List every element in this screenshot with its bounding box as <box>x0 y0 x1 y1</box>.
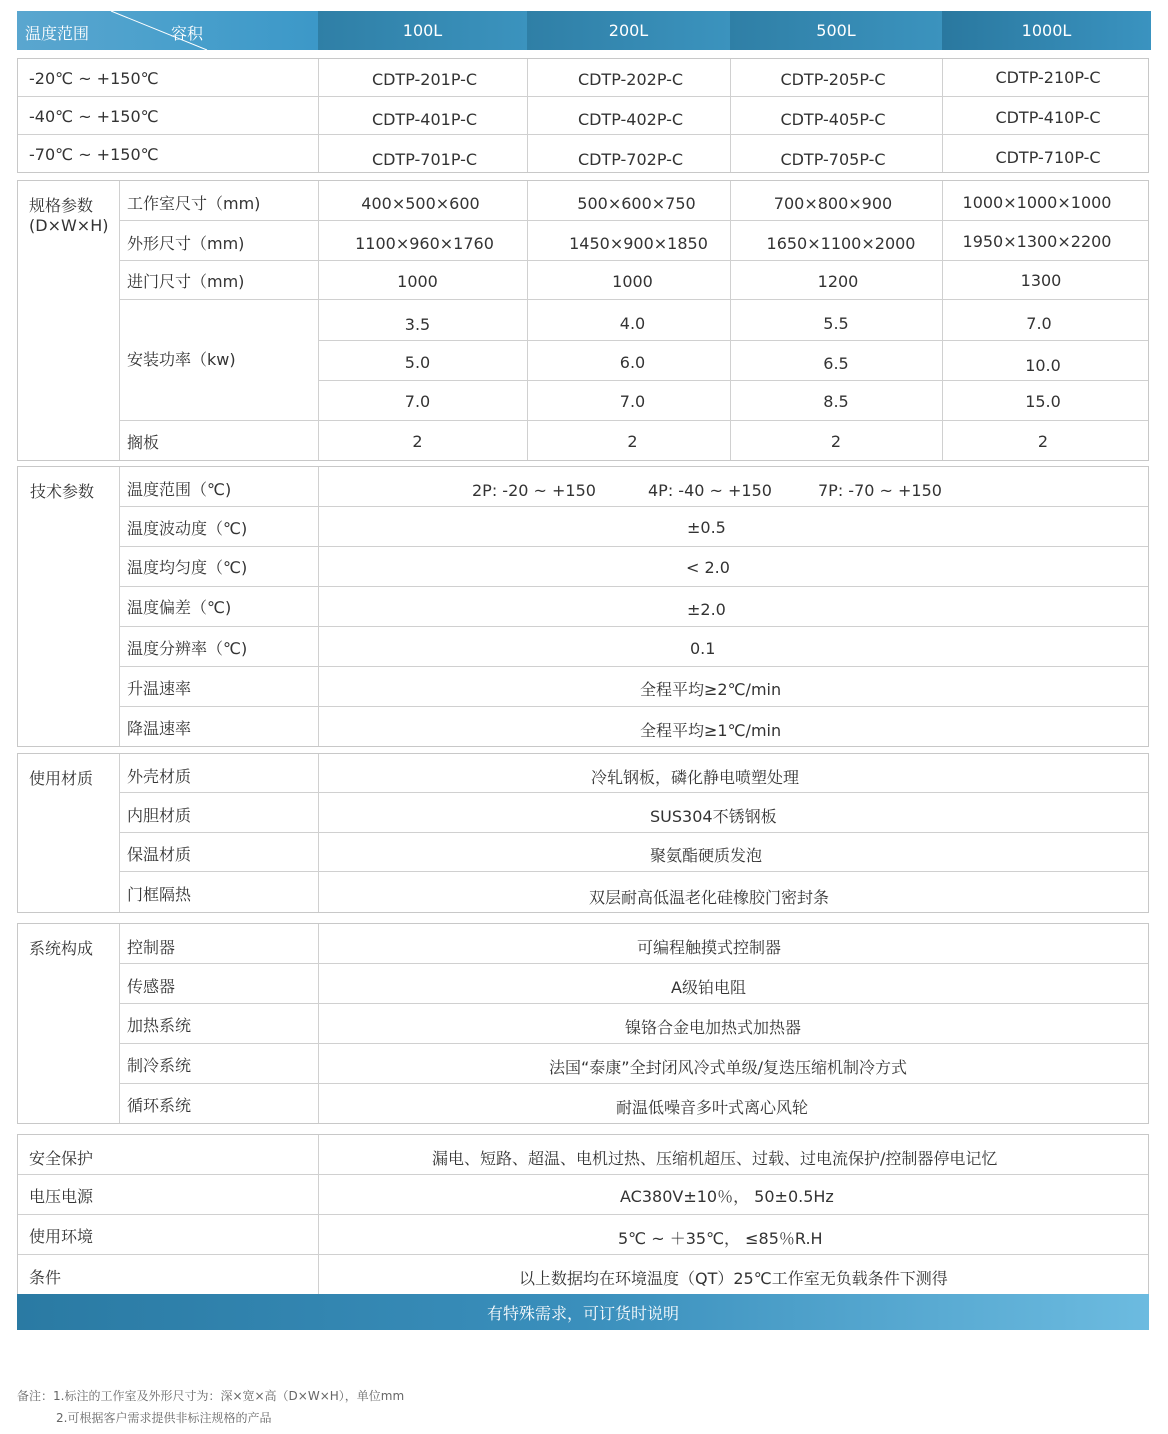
misc-value: AC380V±10％， 50±0.5Hz <box>620 1186 834 1206</box>
spec-power-label: 安装功率（kw) <box>127 349 236 369</box>
tech-range-4p: 4P: -40 ~ +150 <box>648 480 772 500</box>
misc-value: 5℃ ~ ＋35℃， ≤85％R.H <box>618 1228 823 1248</box>
misc-value: 漏电、短路、超温、电机过热、压缩机超压、过载、过电流保护/控制器停电记忆 <box>432 1148 998 1168</box>
tech-range-label: 温度范围（℃) <box>127 479 232 499</box>
tech-label: 温度偏差（℃) <box>127 597 232 617</box>
header-corner-cell <box>17 11 318 50</box>
model-code: CDTP-405P-C <box>780 110 886 129</box>
system-value: 耐温低噪音多叶式离心风轮 <box>616 1097 809 1117</box>
material-label: 外壳材质 <box>127 766 192 786</box>
header-volume-label: 容积 <box>171 24 204 43</box>
power-value: 7.0 <box>404 391 431 411</box>
power-value: 5.5 <box>823 313 849 333</box>
system-label: 制冷系统 <box>127 1055 192 1075</box>
col-divider <box>119 924 120 1123</box>
model-code: CDTP-210P-C <box>995 68 1101 87</box>
note-line-2: 2.可根据客户需求提供非标注规格的产品 <box>56 1411 272 1425</box>
material-value: 双层耐高低温老化硅橡胶门密封条 <box>589 887 830 907</box>
spec-group-subtitle: (D×W×H) <box>29 215 109 235</box>
system-value: 可编程触摸式控制器 <box>637 937 782 957</box>
note-line-1: 备注：1.标注的工作室及外形尺寸为：深×宽×高（D×W×H），单位mm <box>17 1389 405 1403</box>
spec-value: 500×600×750 <box>577 193 696 213</box>
spec-value: 1100×960×1760 <box>355 233 494 253</box>
system-label: 循环系统 <box>127 1095 192 1115</box>
model-range: -20℃ ~ +150℃ <box>29 69 159 88</box>
tech-value: 0.1 <box>690 638 716 658</box>
header-volume-100l: 100L <box>318 11 527 50</box>
spec-shelf-label: 搁板 <box>127 432 160 452</box>
tech-value: < 2.0 <box>686 557 730 577</box>
tech-range-7p: 7P: -70 ~ +150 <box>818 480 942 500</box>
tech-label: 温度波动度（℃) <box>127 518 248 538</box>
power-value: 10.0 <box>1025 355 1061 375</box>
shelf-value: 2 <box>412 431 423 451</box>
power-value: 5.0 <box>404 352 431 372</box>
tech-value: ±0.5 <box>687 517 726 537</box>
model-code: CDTP-205P-C <box>780 70 886 89</box>
system-value: 镍铬合金电加热式加热器 <box>625 1017 802 1037</box>
model-code: CDTP-202P-C <box>577 70 684 89</box>
misc-label: 使用环境 <box>29 1226 94 1246</box>
misc-label: 条件 <box>29 1267 62 1287</box>
power-value: 6.0 <box>619 352 646 372</box>
model-range: -40℃ ~ +150℃ <box>29 107 159 126</box>
system-label: 加热系统 <box>127 1015 192 1035</box>
tech-value: 全程平均≥2℃/min <box>640 679 782 699</box>
col-divider <box>119 467 120 746</box>
model-code: CDTP-401P-C <box>371 110 478 129</box>
misc-value: 以上数据均在环境温度（QT）25℃工作室无负载条件下测得 <box>519 1268 948 1288</box>
spec-group-title: 规格参数 <box>29 195 94 215</box>
system-value: 法国“泰康”全封闭风冷式单级/复迭压缩机制冷方式 <box>549 1057 907 1077</box>
material-label: 内胆材质 <box>127 805 192 825</box>
spec-value: 1000 <box>612 271 653 291</box>
header-temp-range-label: 温度范围 <box>25 24 90 43</box>
model-code: CDTP-701P-C <box>371 150 478 169</box>
spec-outer-label: 外形尺寸（mm) <box>127 233 245 253</box>
tech-label: 温度均匀度（℃) <box>127 557 248 577</box>
col-divider <box>119 181 120 460</box>
shelf-value: 2 <box>830 431 842 451</box>
spec-value: 1650×1100×2000 <box>766 233 916 253</box>
material-label: 门框隔热 <box>127 884 192 904</box>
model-code: CDTP-702P-C <box>577 150 684 169</box>
spec-value: 1950×1300×2200 <box>962 231 1112 251</box>
power-value: 7.0 <box>1026 313 1052 333</box>
model-code: CDTP-705P-C <box>780 150 886 169</box>
power-value: 3.5 <box>404 314 431 334</box>
header-volume-200l: 200L <box>527 11 730 50</box>
tech-group-title: 技术参数 <box>30 481 95 501</box>
system-value: A级铂电阻 <box>671 977 746 997</box>
misc-label: 电压电源 <box>29 1186 94 1206</box>
system-label: 传感器 <box>127 976 176 996</box>
spec-value: 1000×1000×1000 <box>962 192 1112 212</box>
material-value: SUS304不锈钢板 <box>650 806 777 826</box>
header-volume-500l: 500L <box>730 11 942 50</box>
tech-value: ±2.0 <box>687 599 726 619</box>
tech-label: 温度分辨率（℃) <box>127 638 248 658</box>
system-label: 控制器 <box>127 937 176 957</box>
power-value: 8.5 <box>823 391 849 411</box>
model-code: CDTP-410P-C <box>995 108 1101 127</box>
spec-value: 1000 <box>397 271 438 291</box>
model-code: CDTP-710P-C <box>995 148 1101 167</box>
col-divider <box>119 754 120 912</box>
material-value: 冷轧钢板，磷化静电喷塑处理 <box>591 767 800 787</box>
spec-value: 1300 <box>1020 270 1062 290</box>
material-label: 保温材质 <box>127 844 192 864</box>
system-group-title: 系统构成 <box>29 938 94 958</box>
material-group-title: 使用材质 <box>29 768 94 788</box>
shelf-value: 2 <box>1037 431 1049 451</box>
power-value: 7.0 <box>619 391 646 411</box>
spec-value: 1200 <box>817 271 859 291</box>
spec-value: 400×500×600 <box>361 193 480 213</box>
spec-work-label: 工作室尺寸（mm) <box>127 194 261 213</box>
model-code: CDTP-402P-C <box>577 110 684 129</box>
material-value: 聚氨酯硬质发泡 <box>650 845 763 865</box>
model-code: CDTP-201P-C <box>371 70 478 89</box>
spec-value: 1450×900×1850 <box>569 233 708 253</box>
special-request-banner: 有特殊需求，可订货时说明 <box>17 1294 1149 1330</box>
spec-door-label: 进门尺寸（mm) <box>127 271 245 291</box>
misc-label: 安全保护 <box>29 1148 94 1168</box>
tech-label: 降温速率 <box>127 718 192 738</box>
power-value: 15.0 <box>1025 391 1061 411</box>
power-value: 4.0 <box>619 313 646 333</box>
header-volume-1000l: 1000L <box>942 11 1151 50</box>
tech-range-2p: 2P: -20 ~ +150 <box>472 480 596 500</box>
shelf-value: 2 <box>627 431 638 451</box>
power-value: 6.5 <box>823 353 849 373</box>
spec-value: 700×800×900 <box>773 193 893 213</box>
tech-value: 全程平均≥1℃/min <box>640 720 782 740</box>
tech-label: 升温速率 <box>127 678 192 698</box>
model-range: -70℃ ~ +150℃ <box>29 145 159 164</box>
